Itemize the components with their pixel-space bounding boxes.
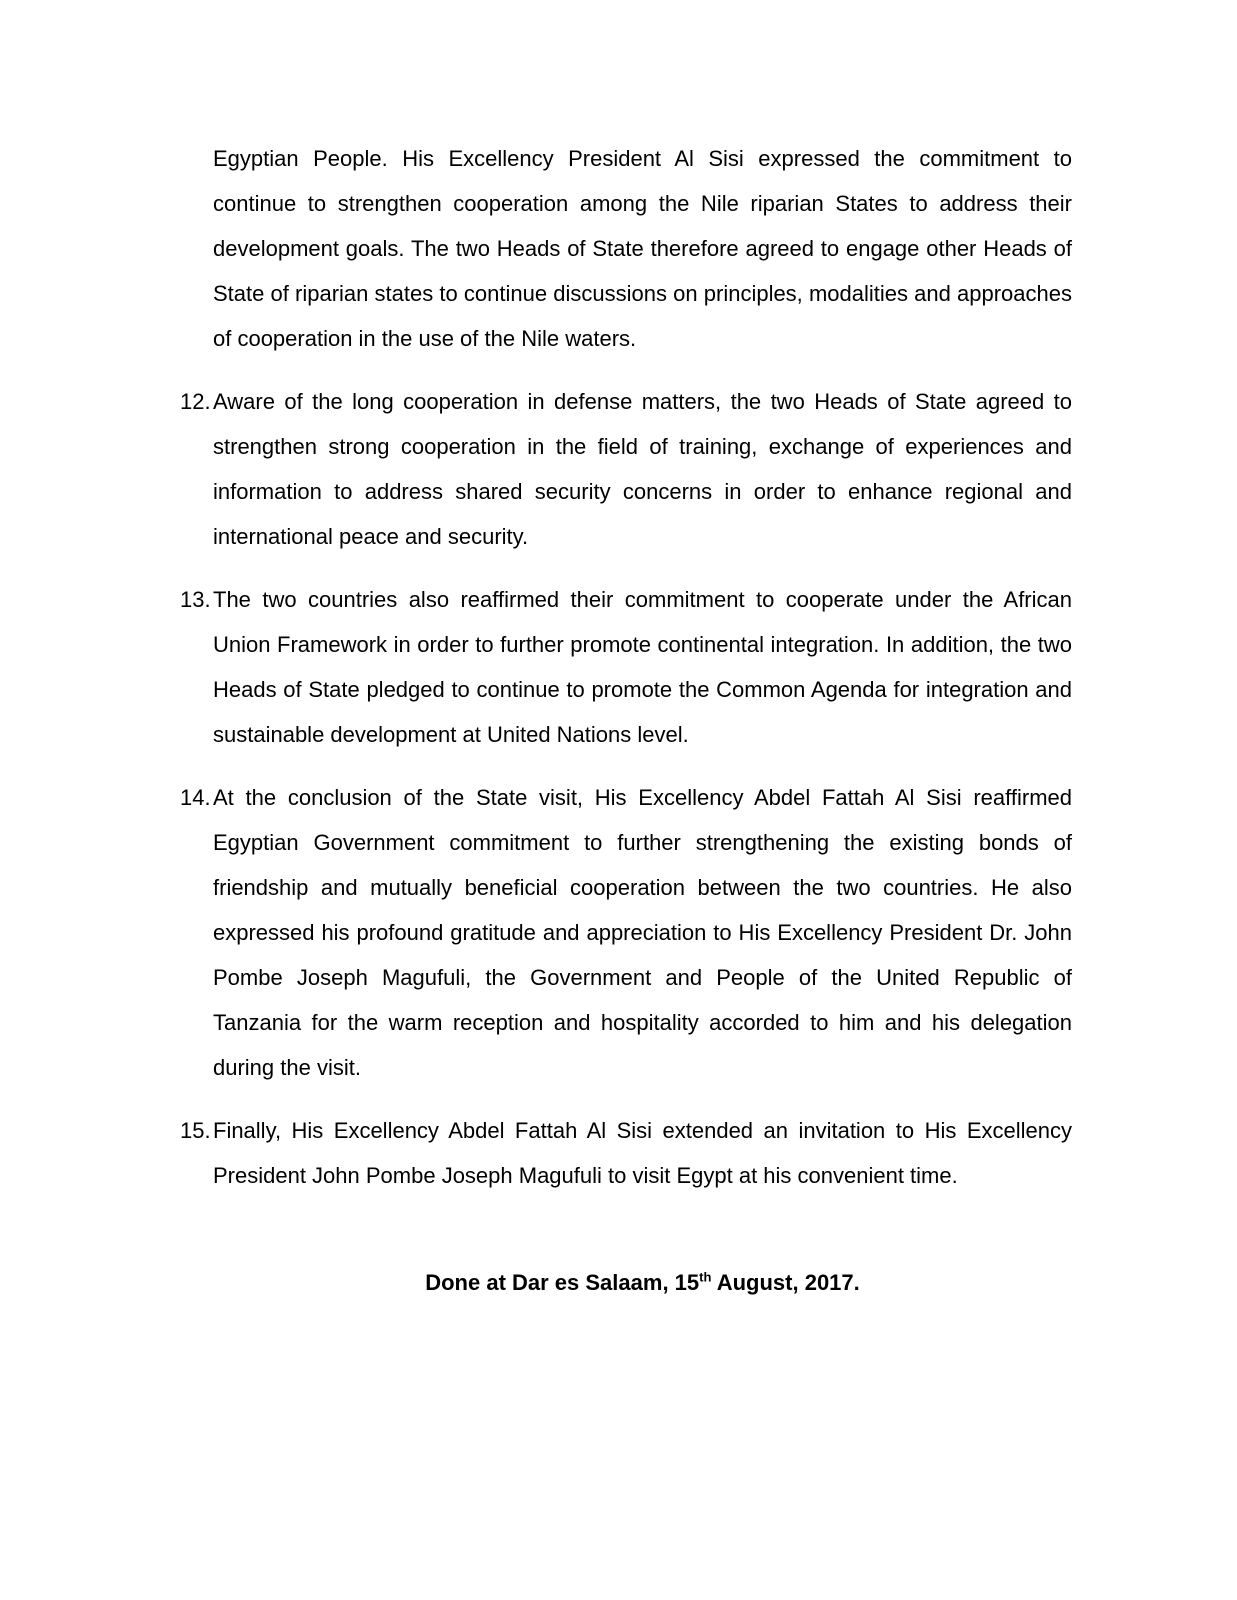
item-number: 15. — [180, 1118, 211, 1143]
list-item-13 — [180, 577, 1072, 757]
item-text: Finally, His Excellency Abdel Fattah Al Sisi extended an invitation to His Excellency President John Pombe Joseph Magufuli to visit Egypt at his convenient time. — [213, 1118, 1072, 1188]
item-number: 14. — [180, 785, 211, 810]
dateline-ordinal-superscript: th — [699, 1269, 712, 1285]
continuation-paragraph: Egyptian People. His Excellency President Al Sisi expressed the commitment to continue to strengthen cooperation among the Nile riparian States to address their development goals. The two Heads of State therefore agreed to engage other Heads of State of riparian states to continue discussions on principles, modalities and approaches of cooperation in the use of the Nile waters. — [213, 146, 1072, 351]
dateline — [213, 1260, 1072, 1305]
dateline-text-after: August, 2017. — [711, 1270, 860, 1295]
list-item-14 — [180, 775, 1072, 1090]
item-number: 13. — [180, 587, 211, 612]
list-item-15 — [180, 1108, 1072, 1198]
item-text: The two countries also reaffirmed their commitment to cooperate under the African Union Framework in order to further promote continental integration. In addition, the two Heads of State pledged to continue to promote the Common Agenda for integration and sustainable development at United Nations level. — [213, 587, 1072, 747]
item-text: Aware of the long cooperation in defense matters, the two Heads of State agreed to strengthen strong cooperation in the field of training, exchange of experiences and information to address shared security concerns in order to enhance regional and international peace and security. — [213, 389, 1072, 549]
list-item-12 — [180, 379, 1072, 559]
dateline-text-before: Done at Dar es Salaam, 15 — [425, 1270, 700, 1295]
item-text: At the conclusion of the State visit, His Excellency Abdel Fattah Al Sisi reaffirmed Egyptian Government commitment to further strengthening the existing bonds of friendship and mutually beneficial cooperation between the two countries. He also expressed his profound gratitude and appreciation to His Excellency President Dr. John Pombe Joseph Magufuli, the Government and People of the United Republic of Tanzania for the warm reception and hospitality accorded to him and his delegation during the visit. — [213, 785, 1072, 1080]
item-number: 12. — [180, 389, 211, 414]
